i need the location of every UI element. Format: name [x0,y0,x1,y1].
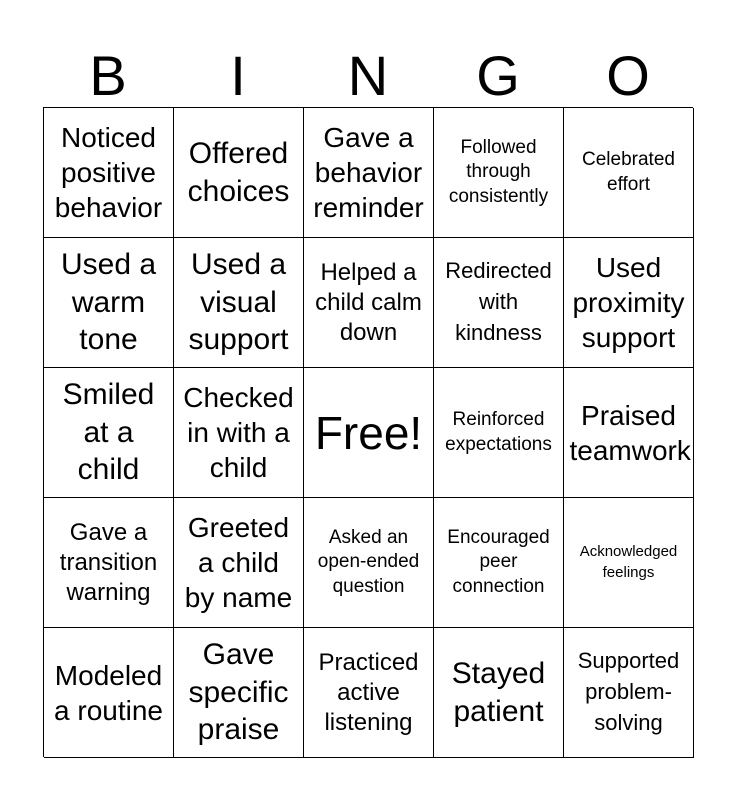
cell-text: Acknowledged feelings [579,543,678,581]
bingo-header [43,44,693,108]
cell-text: Noticed positive behavior [54,122,163,223]
free-space-text: Free! [314,406,423,459]
bingo-cell[interactable] [304,108,434,238]
bingo-cell[interactable] [174,108,304,238]
cell-text: Offered choices [187,136,290,208]
cell-text: Greeted a child by name [184,512,293,613]
cell-text: Used a warm tone [60,247,157,357]
bingo-board [43,107,693,757]
bingo-cell[interactable] [434,368,564,498]
free-space[interactable] [304,368,434,498]
cell-text: Praised teamwork [569,399,691,466]
header-letter-n: N [347,44,389,107]
bingo-cell[interactable] [304,238,434,368]
bingo-cell[interactable] [304,628,434,758]
bingo-cell[interactable] [174,368,304,498]
cell-text: Practiced active listening [318,648,419,736]
bingo-cell[interactable] [304,498,434,628]
bingo-cell[interactable] [564,238,694,368]
header-letter-b: B [89,44,127,107]
cell-text: Used proximity support [572,252,685,353]
bingo-cell[interactable] [434,628,564,758]
cell-text: Supported problem-solving [577,648,680,735]
bingo-cell[interactable] [564,368,694,498]
header-letter-g: G [476,44,520,107]
cell-text: Celebrated effort [582,149,675,195]
bingo-cell[interactable] [564,498,694,628]
bingo-cell[interactable] [44,498,174,628]
bingo-cell[interactable] [434,238,564,368]
cell-text: Used a visual support [188,247,289,357]
cell-text: Checked in with a child [183,382,294,483]
bingo-cell[interactable] [564,628,694,758]
cell-text: Stayed patient [451,656,546,728]
cell-text: Smiled at a child [62,377,155,487]
bingo-cell[interactable] [564,108,694,238]
header-letter-o: O [606,44,650,107]
cell-text: Gave a transition warning [59,518,158,606]
bingo-cell[interactable] [434,498,564,628]
cell-text: Followed through consistently [448,137,549,207]
bingo-cell[interactable] [434,108,564,238]
bingo-cell[interactable] [174,498,304,628]
cell-text: Gave a behavior reminder [313,122,424,223]
bingo-cell[interactable] [44,108,174,238]
cell-text: Reinforced expectations [445,409,552,455]
bingo-cell[interactable] [44,628,174,758]
cell-text: Redirected with kindness [445,258,552,345]
cell-text: Gave specific praise [188,637,289,747]
cell-text: Encouraged peer connection [447,527,550,597]
bingo-cell[interactable] [174,628,304,758]
cell-text: Modeled a routine [54,659,163,726]
cell-text: Helped a child calm down [315,258,422,346]
bingo-cell[interactable] [174,238,304,368]
header-letter-i: I [230,44,246,107]
bingo-cell[interactable] [44,368,174,498]
cell-text: Asked an open-ended question [317,527,420,597]
bingo-cell[interactable] [44,238,174,368]
